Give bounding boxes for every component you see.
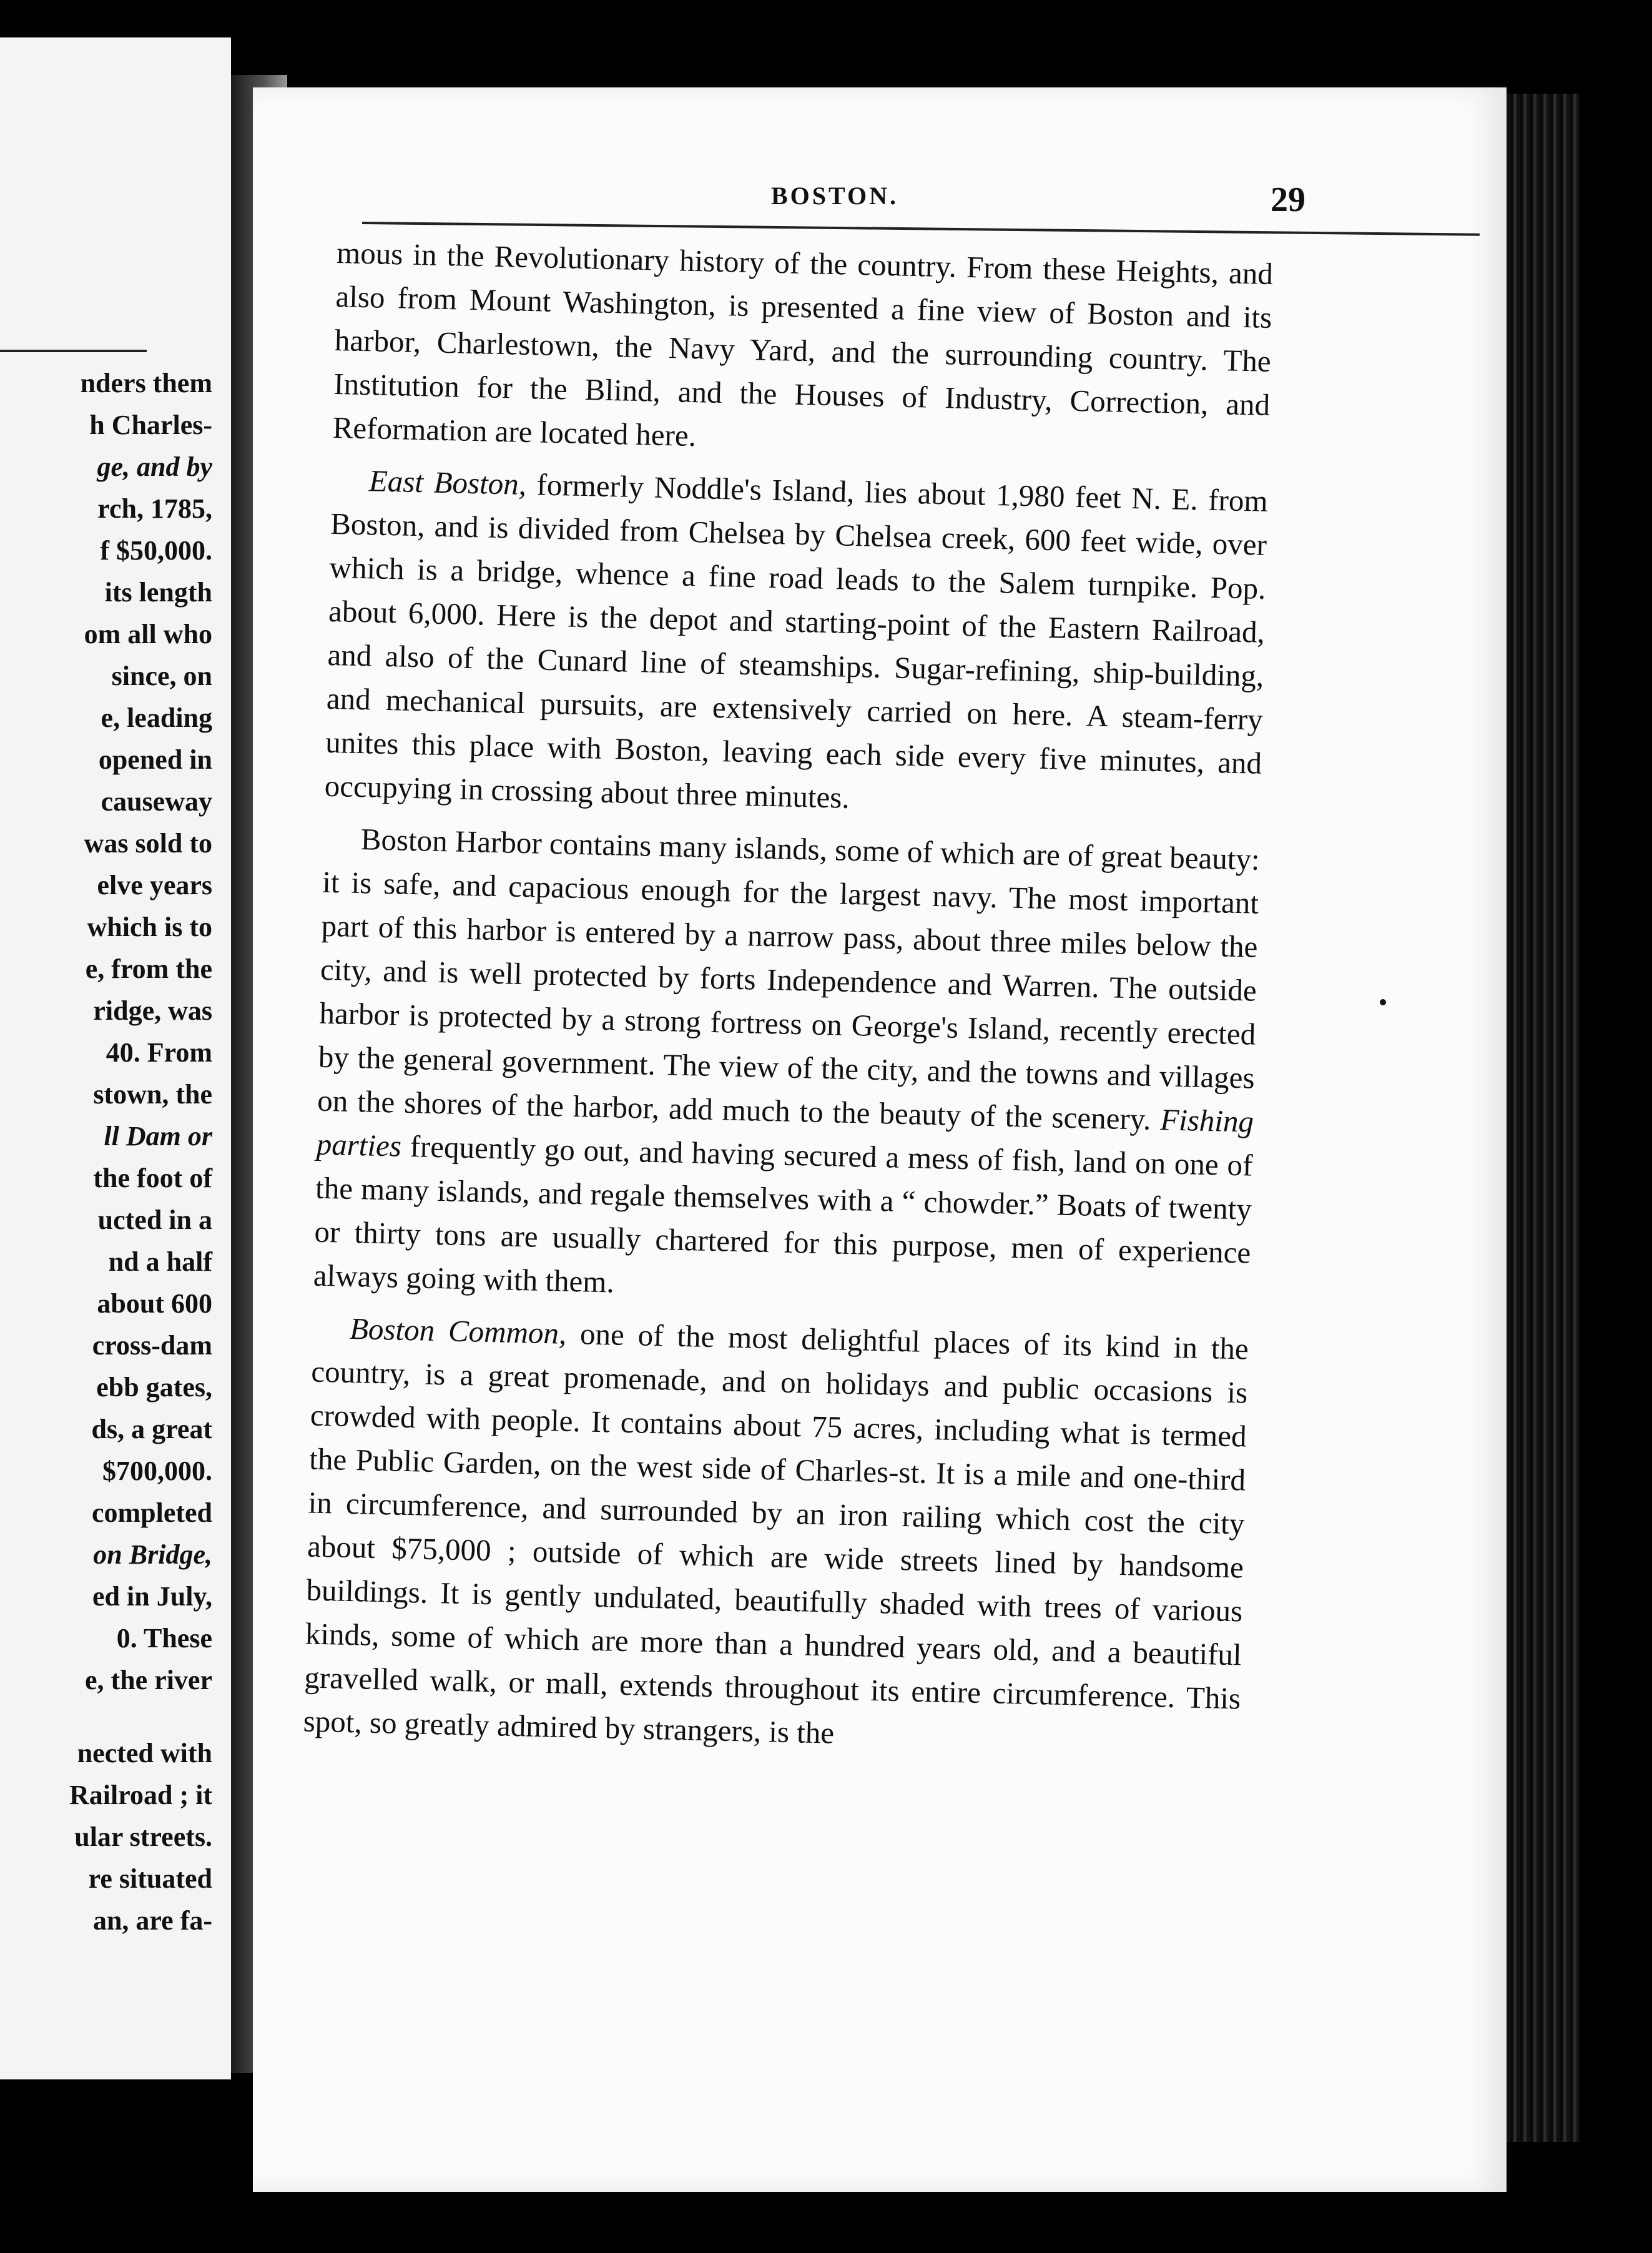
- previous-page-line: an, are fa-: [92, 1905, 212, 1936]
- boston-common-heading: Boston Common,: [349, 1311, 567, 1351]
- previous-page-line: 40. From: [106, 1037, 212, 1068]
- previous-page-line: f $50,000.: [100, 535, 212, 566]
- previous-page-line: ucted in a: [97, 1205, 212, 1235]
- previous-page-line: the foot of: [93, 1163, 212, 1193]
- page-number: 29: [1271, 180, 1305, 219]
- previous-page-line: e, leading: [101, 703, 212, 733]
- paragraph-boston-harbor: Boston Harbor contains many islands, some of which are of great beauty: it is safe, and capacious enough for the largest navy. The most important part of this harbor is entered by a narrow pass, about three miles below the city, and is well protected by forts Independence and Warren. The outside harbor is protected by a strong fortress on George's Island, recently erected by the general government. The view of the city, and the towns and villages on the shores of the harbor, add much to the beauty of the scenery. Fishing parties frequently go out, and having secured a mess of fish, land on one of the many islands, and regale themselves with a “ chowder.” Boats of twenty or thirty tons are usually chartered for this purpose, men of experience always going with them.: [313, 822, 1261, 1299]
- previous-page-line: rch, 1785,: [97, 493, 212, 524]
- previous-page-rule: [0, 350, 147, 352]
- previous-page-line: stown, the: [93, 1079, 212, 1110]
- previous-page-line: 0. These: [116, 1623, 212, 1654]
- previous-page-line: opened in: [98, 744, 212, 775]
- previous-page-line-gap: [0, 1701, 212, 1732]
- previous-page-line: completed: [91, 1497, 212, 1528]
- previous-page-line: om all who: [84, 619, 212, 649]
- header-rule: [362, 222, 1480, 236]
- previous-page-line: ge, and by: [97, 451, 212, 482]
- east-boston-heading: East Boston,: [368, 463, 527, 501]
- paragraph-boston-common: Boston Common, one of the most delightful places of its kind in the country, is a great promenade, and on holidays and public occasions is crowded with people. It contains about 75 acres, including what is termed the Public Garden, on the west side of Charles-st. It is a mile and one-third in circumference, and surrounded by an iron railing which cost the city about $75,000 ; outside of which are wide streets lined by handsome buildings. It is gently undulated, beautifully shaded with trees of various kinds, some of which are more than a hundred years old, and a beautiful gravelled walk, or mall, extends throughout its entire circumference. This spot, so greatly admired by strangers, is the: [303, 1311, 1249, 1750]
- previous-page-line: cross-dam: [92, 1330, 212, 1361]
- scan-speck: [1380, 999, 1386, 1005]
- previous-page-line: since, on: [111, 661, 212, 691]
- page-body: [303, 231, 1274, 1764]
- previous-page-line: Railroad ; it: [69, 1780, 212, 1810]
- previous-page-line: was sold to: [84, 828, 212, 859]
- previous-page-fragment: [0, 37, 231, 2079]
- previous-page-line: $700,000.: [102, 1456, 212, 1486]
- paragraph-revolutionary-history: mous in the Revolutionary history of the country. From these Heights, and also from Mount Washington, is presented a fine view of Boston and its harbor, Charlestown, the Navy Yard, and the surrounding country. The Institution for the Blind, and the Houses of Industry, Correction, and Reformation are located here.: [332, 235, 1274, 453]
- previous-page-line: causeway: [101, 786, 212, 817]
- previous-page-line: ebb gates,: [96, 1372, 212, 1403]
- previous-page-line: which is to: [87, 912, 212, 942]
- paragraph-east-boston: East Boston, formerly Noddle's Island, lies about 1,980 feet N. E. from Boston, and is divided from Chelsea by Chelsea creek, 600 feet wide, over which is a bridge, whence a fine road leads to the Salem turnpike. Pop. about 6,000. Here is the depot and starting-point of the Eastern Railroad, and also of the Cunard line of steamships. Sugar-refining, ship-building, and mechanical pursuits, are extensively carried on here. A steam-ferry unites this place with Boston, leaving each side every five minutes, and occupying in crossing about three minutes.: [324, 463, 1269, 815]
- previous-page-line: elve years: [97, 870, 212, 900]
- previous-page-line: ridge, was: [93, 995, 212, 1026]
- previous-page-line: nected with: [77, 1738, 212, 1768]
- previous-page-line: on Bridge,: [93, 1539, 212, 1570]
- previous-page-line: e, the river: [85, 1665, 212, 1695]
- previous-page-line: ular streets.: [74, 1822, 212, 1852]
- previous-page-line: ed in July,: [92, 1581, 212, 1612]
- previous-page-line: its length: [104, 577, 212, 608]
- book-page: [253, 87, 1507, 2192]
- previous-page-line: h Charles-: [89, 410, 212, 440]
- previous-page-line: e, from the: [85, 954, 212, 984]
- previous-page-line: re situated: [88, 1863, 212, 1894]
- previous-page-lines: [0, 362, 212, 1941]
- previous-page-line: ds, a great: [91, 1414, 212, 1444]
- running-head: BOSTON.: [771, 182, 898, 210]
- previous-page-line: nd a half: [108, 1246, 212, 1277]
- previous-page-line: ll Dam or: [104, 1121, 212, 1151]
- fishing-parties-phrase: Fishing parties: [316, 1102, 1254, 1163]
- previous-page-line: about 600: [97, 1288, 212, 1319]
- previous-page-line: nders them: [80, 368, 212, 398]
